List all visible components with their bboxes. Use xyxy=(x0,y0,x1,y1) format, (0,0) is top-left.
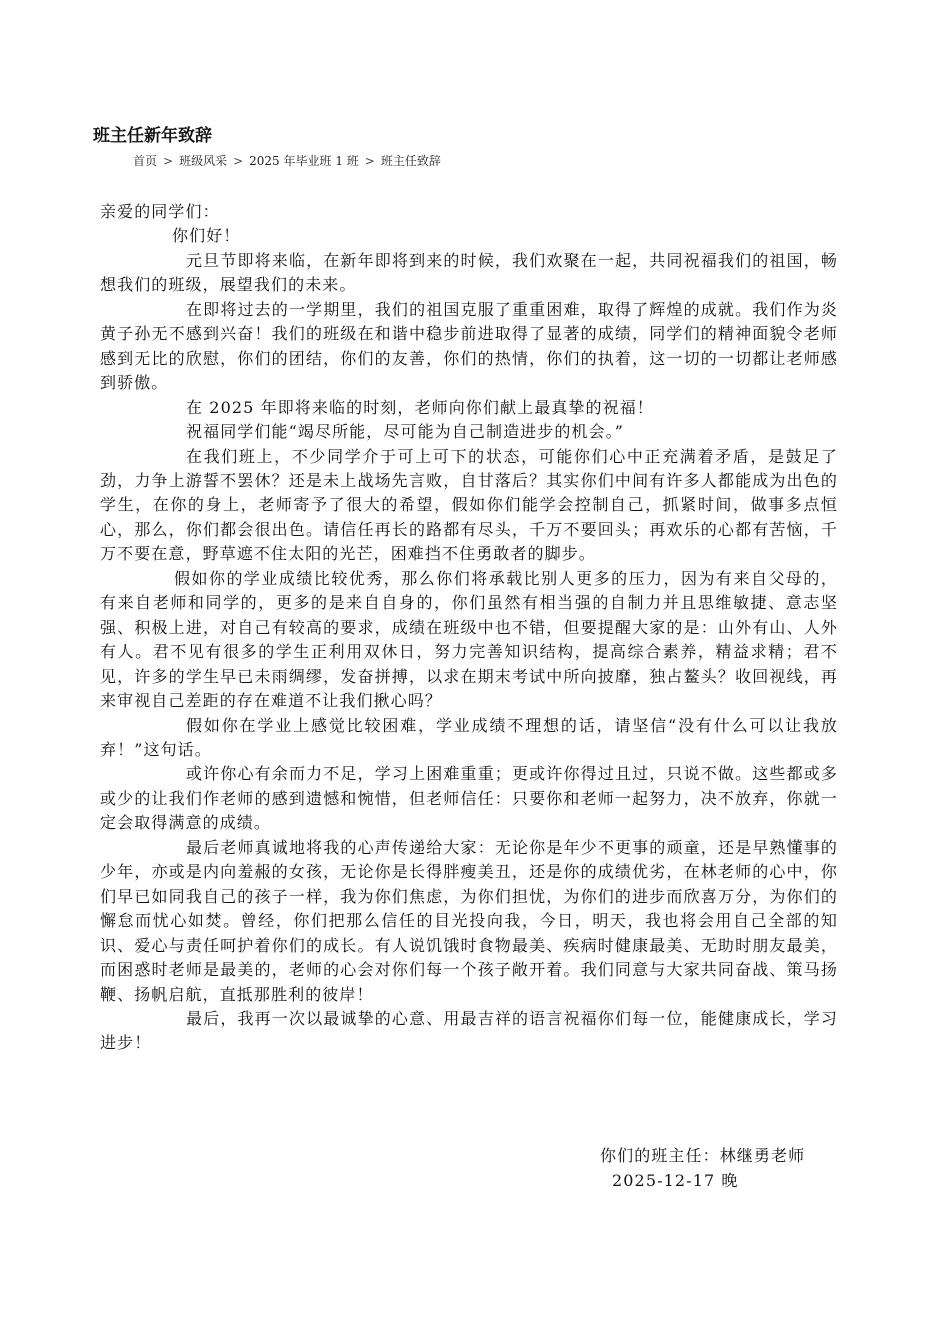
letter-salutation: 亲爱的同学们： xyxy=(100,202,220,221)
breadcrumb-class-showcase-link[interactable]: 班级风采 xyxy=(179,154,228,168)
breadcrumb-current-page: 班主任致辞 xyxy=(380,154,441,168)
letter-paragraph: 在即将过去的一学期里，我们的祖国克服了重重困难，取得了辉煌的成就。我们作为炎黄子孙无不感到兴奋！我们的班级在和谐中稳步前进取得了显著的成绩，同学们的精神面貌令老师感到无比的欣慰，你们的团结，你们的友善，你们的热情，你们的执着，这一切的一切都让老师感到骄傲。 xyxy=(100,299,838,393)
breadcrumb-separator-icon: > xyxy=(163,154,174,168)
letter-body xyxy=(100,200,838,1056)
breadcrumb-separator-icon: > xyxy=(233,154,244,168)
letter-paragraph: 假如你的学业成绩比较优秀，那么你们将承载比别人更多的压力，因为有来自父母的，有来自老师和同学的，更多的是来自自身的，你们虽然有相当强的自制力并且思维敏捷、意志坚强、积极上进，对自己有较高的要求，成绩在班级中也不错，但要提醒大家的是：山外有山、人外有人。君不见有很多的学生正利用双休日，努力完善知识结构，提高综合素养，精益求精；君不见，许多的学生早已未雨绸缪，发奋拼搏，以求在期末考试中所向披靡，独占鳌头？收回视线，再来审视自己差距的存在难道不让我们揪心吗？ xyxy=(100,568,838,711)
breadcrumb-separator-icon: > xyxy=(364,154,375,168)
letter-paragraph: 在我们班上，不少同学介于可上可下的状态，可能你们心中正充满着矛盾，是鼓足了劲，力争上游誓不罢休？还是未上战场先言败，自甘落后？其实你们中间有许多人都能成为出色的学生，在你的身上，老师寄予了很大的希望，假如你们能学会控制自己，抓紧时间，做事多点恒心，那么，你们都会很出色。请信任再长的路都有尽头，千万不要回头；再欢乐的心都有苦恼，千万不要在意，野草遮不住太阳的光芒，困难挡不住勇敢者的脚步。 xyxy=(100,446,838,564)
letter-date: 2025-12-17 晚 xyxy=(612,1171,739,1190)
letter-signature: 你们的班主任：林继勇老师 xyxy=(600,1146,806,1165)
breadcrumb-class-link[interactable]: 2025 年毕业班 1 班 xyxy=(249,154,359,168)
letter-paragraph: 或许你心有余而力不足，学习上困难重重；更或许你得过且过，只说不做。这些都或多或少的让我们作老师的感到遗憾和惋惜，但老师信任：只要你和老师一起努力，决不放弃，你就一定会取得满意的成绩。 xyxy=(100,764,838,833)
letter-paragraph: 元旦节即将来临，在新年即将到来的时候，我们欢聚在一起，共同祝福我们的祖国，畅想我们的班级，展望我们的未来。 xyxy=(100,250,838,295)
letter-paragraph: 最后，我再一次以最诚挚的心意、用最吉祥的语言祝福你们每一位，能健康成长，学习进步！ xyxy=(100,1008,838,1053)
letter-paragraph: 祝福同学们能“竭尽所能，尽可能为自己制造进步的机会。” xyxy=(186,422,625,442)
breadcrumb-home-link[interactable]: 首页 xyxy=(133,154,158,168)
breadcrumb xyxy=(133,153,441,169)
letter-paragraph: 在 2025 年即将来临的时刻，老师向你们献上最真挚的祝福！ xyxy=(186,397,654,417)
letter-greeting: 你们好！ xyxy=(172,226,241,246)
letter-paragraph: 假如你在学业上感觉比较困难，学业成绩不理想的话，请坚信“没有什么可以让我放弃！”这句话。 xyxy=(100,715,838,759)
letter-paragraph: 最后老师真诚地将我的心声传递给大家：无论你是年少不更事的顽童，还是早熟懂事的少年，亦或是内向羞赧的女孩，无论你是长得胖瘦美丑，还是你的成绩优劣，在林老师的心中，你们早已如同我自己的孩子一样，我为你们焦虑，为你们担忧，为你们的进步而欣喜万分，为你们的懈怠而忧心如焚。曾经，你们把那么信任的目光投向我，今日，明天，我也将会用自己全部的知识、爱心与责任呵护着你们的成长。有人说饥饿时食物最美、疾病时健康最美、无助时朋友最美，而困惑时老师是最美的，老师的心会对你们每一个孩子敞开着。我们同意与大家共同奋战、策马扬鞭、扬帆启航，直抵那胜利的彼岸！ xyxy=(100,837,838,1004)
page-title: 班主任新年致辞 xyxy=(93,126,212,146)
